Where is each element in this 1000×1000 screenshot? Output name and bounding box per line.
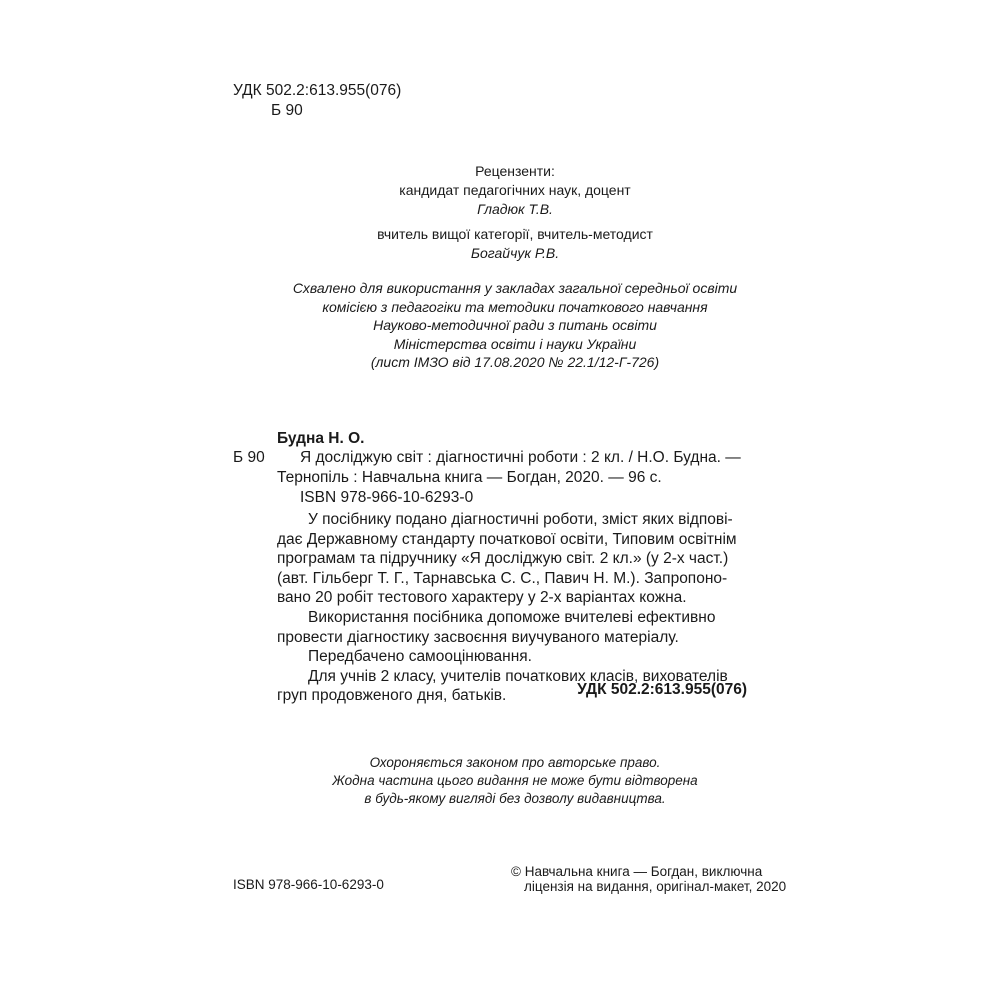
abstract-line: провести діагностику засвоєння виучуваного матеріалу. (277, 628, 679, 646)
udk-code: УДК 502.2:613.955(076) (233, 82, 402, 99)
abstract-line: Використання посібника допоможе вчителеві ефективно (308, 608, 716, 626)
catalog-abstract (277, 510, 747, 706)
abstract-line: груп продовженого дня, батьків. (277, 687, 507, 705)
reviewers-heading: Рецензенти: (475, 163, 555, 179)
abstract-line: Для учнів 2 класу, учителів початкових класів, вихователів (308, 667, 728, 685)
reviewer-2-name: Богайчук Р.В. (470, 245, 560, 261)
copyright-notice (300, 754, 730, 808)
reviewers-block (300, 162, 730, 263)
approval-block (260, 279, 770, 372)
approval-line: (лист ІМЗО від 17.08.2020 № 22.1/12-Г-726) (370, 354, 660, 370)
reviewer-1-name: Гладюк Т.В. (477, 201, 553, 217)
catalog-title-line2: Тернопіль : Навчальна книга — Богдан, 2020. — 96 с. (277, 469, 662, 486)
abstract-line: (авт. Гільберг Т. Г., Тарнавська С. С., Павич Н. М.). Запропоно- (277, 569, 728, 587)
abstract-line: вано 20 робіт тестового характеру у 2-х варіантах кожна. (277, 589, 687, 607)
bbk-code: Б 90 (271, 102, 303, 119)
catalog-udk: УДК 502.2:613.955(076) (577, 681, 747, 698)
notice-line: Охороняється законом про авторське право. (369, 755, 661, 770)
approval-line: Міністерства освіти і науки України (393, 335, 637, 352)
abstract-line: дає Державному стандарту початкової освіти, Типовим освітнім (277, 530, 737, 548)
approval-line: Схвалено для використання у закладах загальної середньої освіти (292, 280, 738, 296)
catalog-author: Будна Н. О. (277, 430, 365, 447)
catalog-code: Б 90 (233, 449, 265, 466)
abstract-line: Передбачено самооцінювання. (308, 648, 532, 666)
catalog-title-line1: Я досліджую світ : діагностичні роботи : 2 кл. / Н.О. Будна. — (300, 449, 741, 466)
abstract-line: програмам та підручнику «Я досліджую світ. 2 кл.» (у 2-х част.) (277, 550, 729, 568)
catalog-isbn: ISBN 978-966-10-6293-0 (300, 489, 474, 506)
reviewer-1-title: кандидат педагогічних наук, доцент (399, 182, 631, 198)
footer-copyright-line1: © Навчальна книга — Богдан, виключна (511, 864, 763, 879)
reviewer-2-title: вчитель вищої категорії, вчитель-методист (377, 226, 653, 242)
abstract-line: У посібнику подано діагностичні роботи, зміст яких відпові- (308, 511, 733, 528)
footer-isbn: ISBN 978-966-10-6293-0 (233, 877, 384, 892)
footer-copyright-line2: ліцензія на видання, оригінал-макет, 2020 (524, 879, 787, 894)
approval-line: Науково-методичної ради з питань освіти (373, 317, 657, 333)
notice-line: Жодна частина цього видання не може бути відтворена (332, 773, 698, 788)
approval-line: комісією з педагогіки та методики початкового навчання (322, 298, 708, 315)
notice-line: в будь-якому вигляді без дозволу видавництва. (364, 791, 666, 806)
